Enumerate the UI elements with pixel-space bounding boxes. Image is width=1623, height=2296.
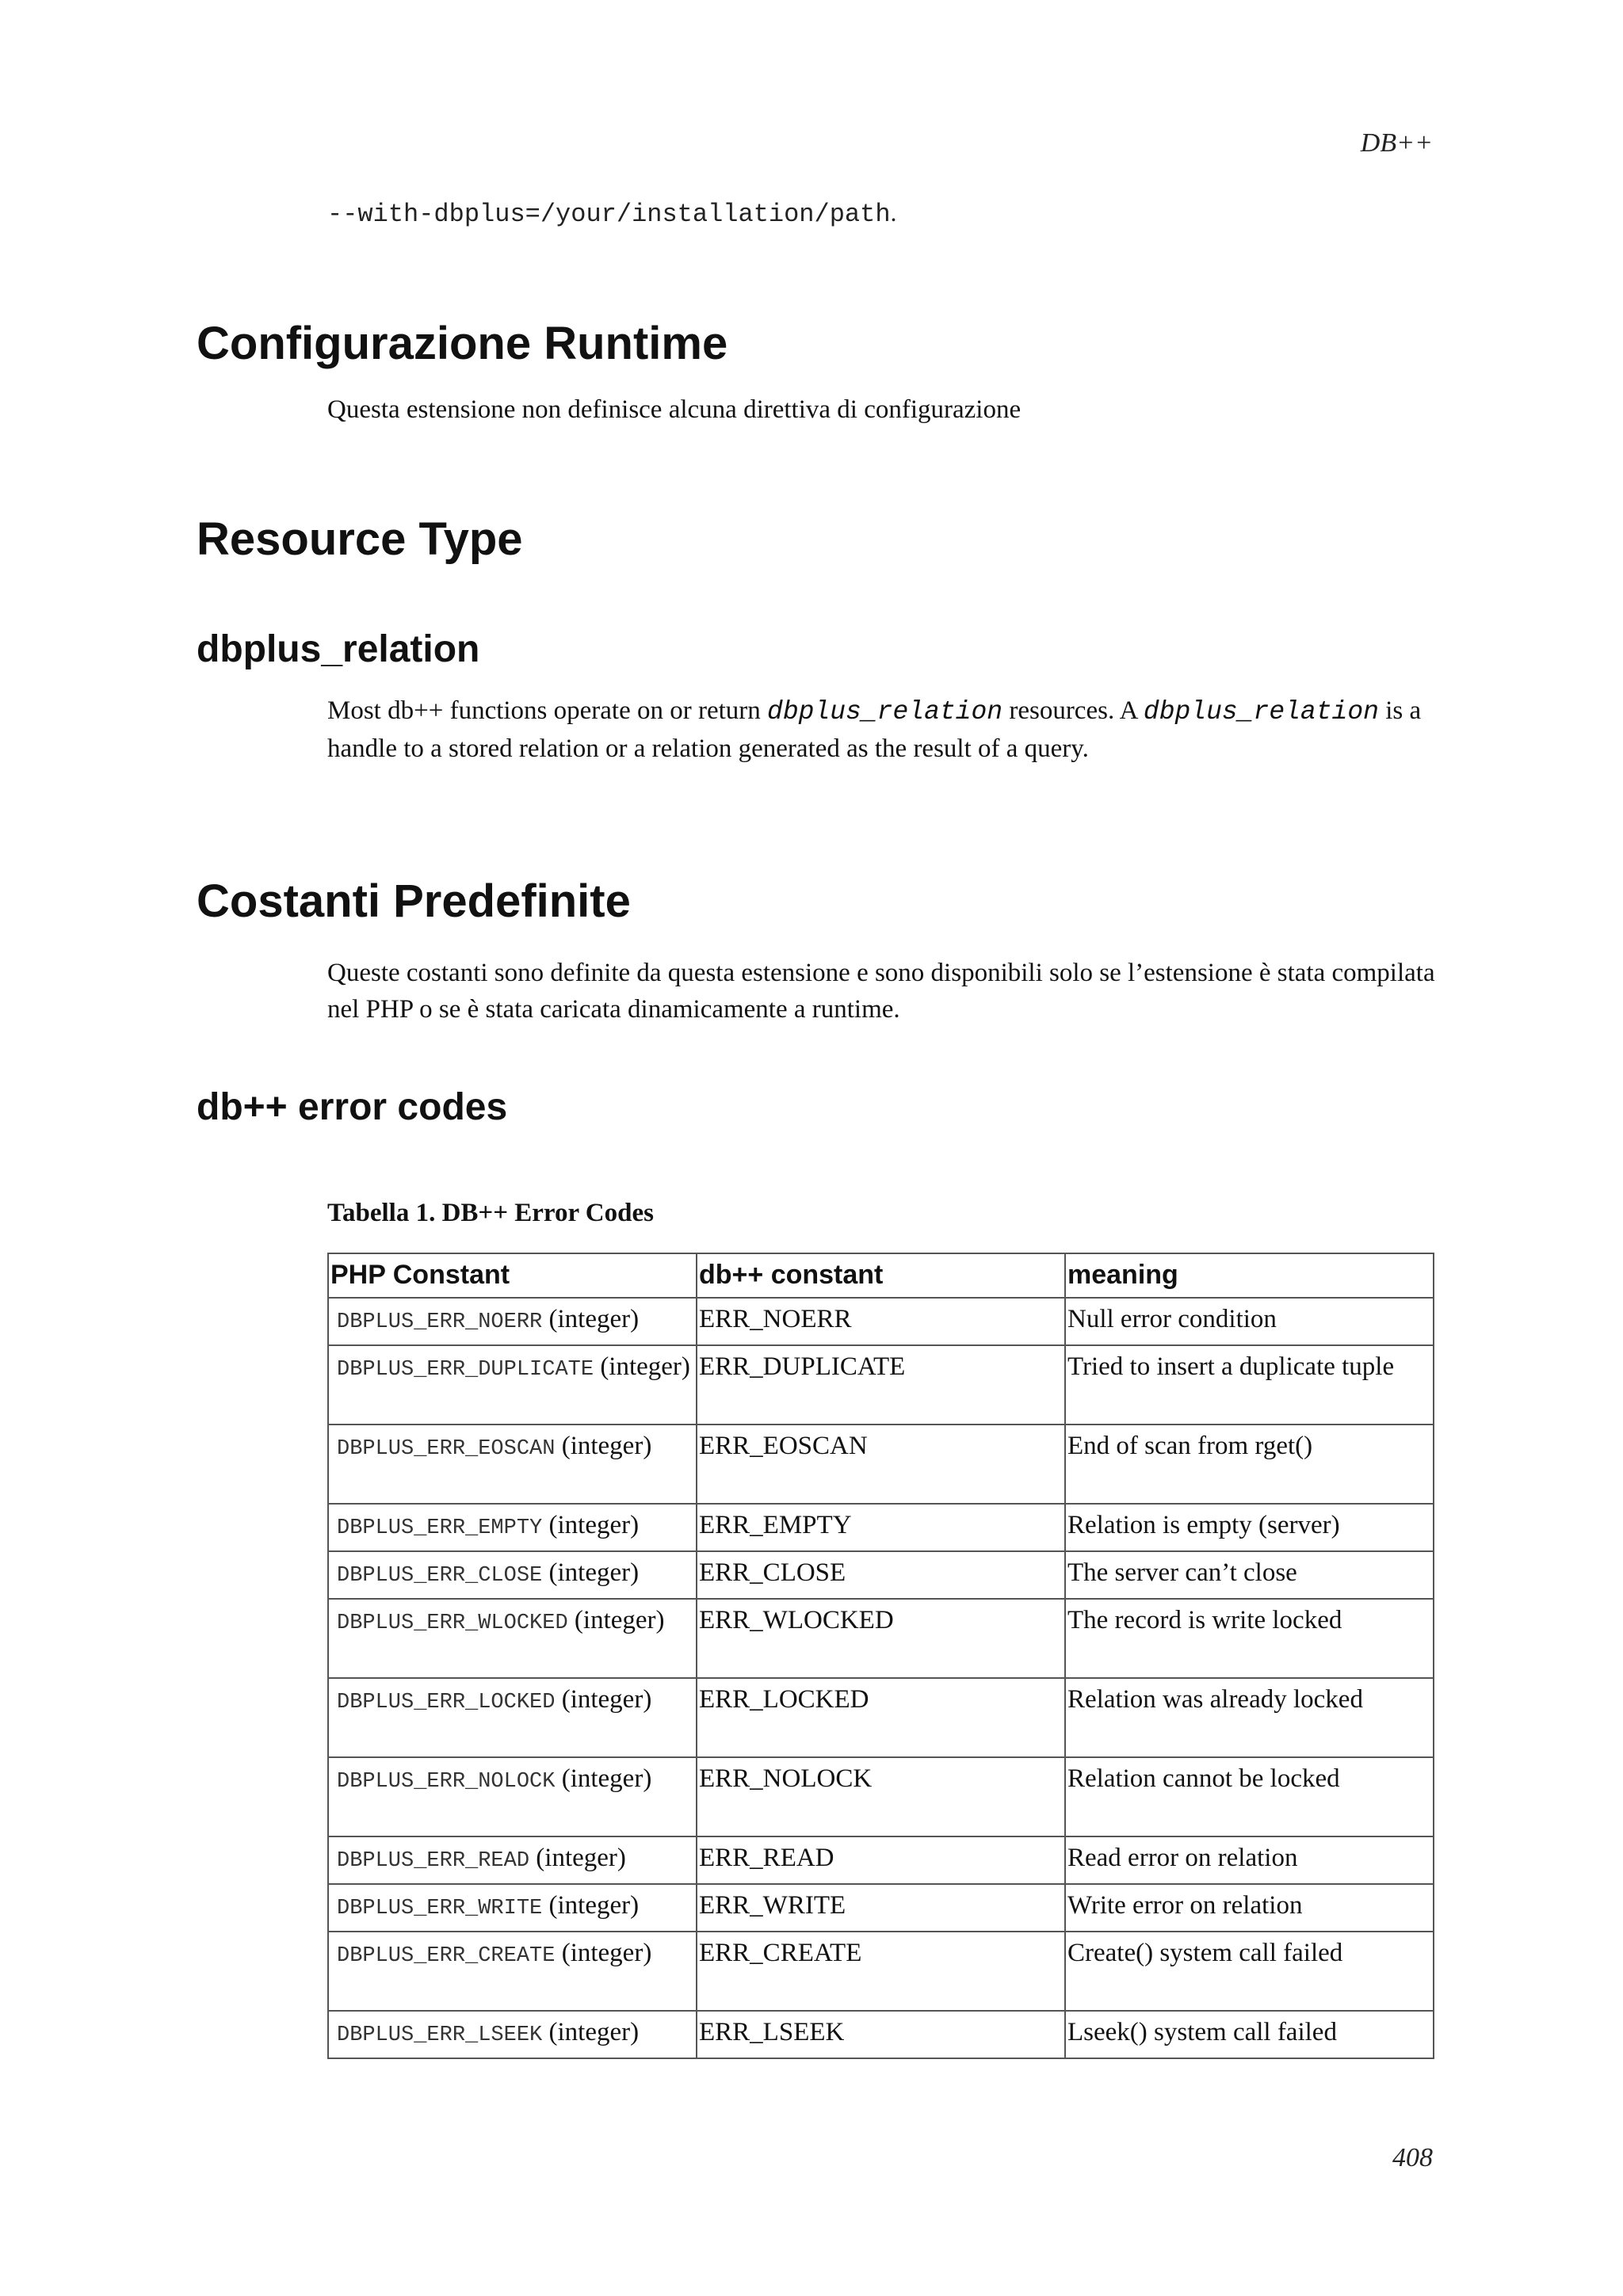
dbpp-constant-cell: ERR_EOSCAN [697,1425,1065,1504]
php-constant-cell [328,1298,697,1345]
php-constant-cell [328,1757,697,1836]
table-row [328,1757,1434,1836]
type-suffix: (integer) [542,1511,640,1539]
section-title-resource-type: Resource Type [197,513,523,565]
meaning-cell: The server can’t close [1065,1551,1434,1599]
dbpp-constant-cell: ERR_NOLOCK [697,1757,1065,1836]
php-constant-cell [328,1932,697,2011]
table-caption: Tabella 1. DB++ Error Codes [327,1199,654,1227]
php-constant: DBPLUS_ERR_WRITE [337,1897,543,1920]
install-option-code: --with-dbplus=/your/installation/path [327,200,891,229]
table-row [328,1836,1434,1884]
install-option-line [327,198,897,229]
dbpp-constant-cell: ERR_NOERR [697,1298,1065,1345]
header-meaning: meaning [1065,1253,1434,1298]
php-constant-cell [328,1425,697,1504]
php-constant-cell [328,1599,697,1678]
meaning-cell: Read error on relation [1065,1836,1434,1884]
meaning-cell: The record is write locked [1065,1599,1434,1678]
page-number: 408 [1392,2143,1433,2172]
type-suffix: (integer) [567,1606,665,1634]
dbpp-constant-cell: ERR_LSEEK [697,2011,1065,2058]
type-suffix: (integer) [555,1764,652,1793]
constants-text: Queste costanti sono definite da questa estensione e sono disponibili solo se l’estensione è stata compilata nel PHP o se è stata caricata dinamicamente a runtime. [327,959,1435,1024]
php-constant: DBPLUS_ERR_WLOCKED [337,1611,568,1635]
php-constant: DBPLUS_ERR_CREATE [337,1944,556,1968]
section-title-constants: Costanti Predefinite [197,875,631,927]
meaning-cell: Relation is empty (server) [1065,1504,1434,1551]
dbpp-constant-cell: ERR_EMPTY [697,1504,1065,1551]
type-suffix: (integer) [594,1352,690,1381]
table-row [328,1599,1434,1678]
table-row [328,1425,1434,1504]
table-row [328,1298,1434,1345]
table-row [328,1551,1434,1599]
php-constant-cell [328,1504,697,1551]
php-constant: DBPLUS_ERR_LSEEK [337,2023,543,2047]
table-row [328,2011,1434,2058]
type-suffix: (integer) [542,2018,640,2046]
type-suffix: (integer) [542,1305,640,1333]
error-codes-table [327,1253,1434,2059]
php-constant: DBPLUS_ERR_EOSCAN [337,1437,556,1461]
php-constant: DBPLUS_ERR_NOERR [337,1310,543,1334]
resource-text-part-3: is a handle to a stored relation or a relation generated as the result of a query. [327,696,1422,763]
php-constant: DBPLUS_ERR_NOLOCK [337,1770,556,1794]
meaning-cell: End of scan from rget() [1065,1425,1434,1504]
subsection-title-dbplus-relation: dbplus_relation [197,628,480,670]
meaning-cell: Lseek() system call failed [1065,2011,1434,2058]
php-constant-cell [328,1836,697,1884]
section-title-runtime: Configurazione Runtime [197,318,728,369]
table-row [328,1932,1434,2011]
resource-code-1: dbplus_relation [767,697,1003,727]
header-php-constant: PHP Constant [328,1253,697,1298]
runtime-text: Questa estensione non definisce alcuna direttiva di configurazione [327,395,1022,424]
meaning-cell: Relation cannot be locked [1065,1757,1434,1836]
meaning-cell: Tried to insert a duplicate tuple [1065,1345,1434,1425]
php-constant-cell [328,1551,697,1599]
php-constant: DBPLUS_ERR_CLOSE [337,1564,543,1588]
table-row [328,1884,1434,1932]
resource-text-part-2: resources. A [1002,696,1144,725]
type-suffix: (integer) [542,1558,640,1587]
dbpp-constant-cell: ERR_WRITE [697,1884,1065,1932]
type-suffix: (integer) [555,1432,652,1460]
resource-text-part-1: Most db++ functions operate on or return [327,696,768,725]
dbpp-constant-cell: ERR_CREATE [697,1932,1065,2011]
dbpp-constant-cell: ERR_CLOSE [697,1551,1065,1599]
meaning-cell: Write error on relation [1065,1884,1434,1932]
subsection-title-error-codes: db++ error codes [197,1086,508,1128]
table-row [328,1678,1434,1757]
php-constant-cell [328,1678,697,1757]
dbpp-constant-cell: ERR_DUPLICATE [697,1345,1065,1425]
running-header: DB++ [1360,128,1433,158]
dbpp-constant-cell: ERR_LOCKED [697,1678,1065,1757]
php-constant-cell [328,1345,697,1425]
type-suffix: (integer) [542,1891,640,1920]
php-constant: DBPLUS_ERR_READ [337,1849,530,1873]
meaning-cell: Relation was already locked [1065,1678,1434,1757]
table-row [328,1504,1434,1551]
type-suffix: (integer) [529,1844,626,1872]
header-dbpp-constant: db++ constant [697,1253,1065,1298]
resource-text [327,692,1437,767]
meaning-cell: Create() system call failed [1065,1932,1434,2011]
resource-code-2: dbplus_relation [1143,697,1379,727]
php-constant: DBPLUS_ERR_LOCKED [337,1691,556,1714]
php-constant: DBPLUS_ERR_DUPLICATE [337,1358,594,1382]
table-row [328,1345,1434,1425]
install-option-period: . [890,198,897,227]
meaning-cell: Null error condition [1065,1298,1434,1345]
table-header-row [328,1253,1434,1298]
type-suffix: (integer) [555,1685,652,1714]
php-constant-cell [328,1884,697,1932]
dbpp-constant-cell: ERR_WLOCKED [697,1599,1065,1678]
php-constant: DBPLUS_ERR_EMPTY [337,1516,543,1540]
dbpp-constant-cell: ERR_READ [697,1836,1065,1884]
php-constant-cell [328,2011,697,2058]
type-suffix: (integer) [555,1939,652,1967]
